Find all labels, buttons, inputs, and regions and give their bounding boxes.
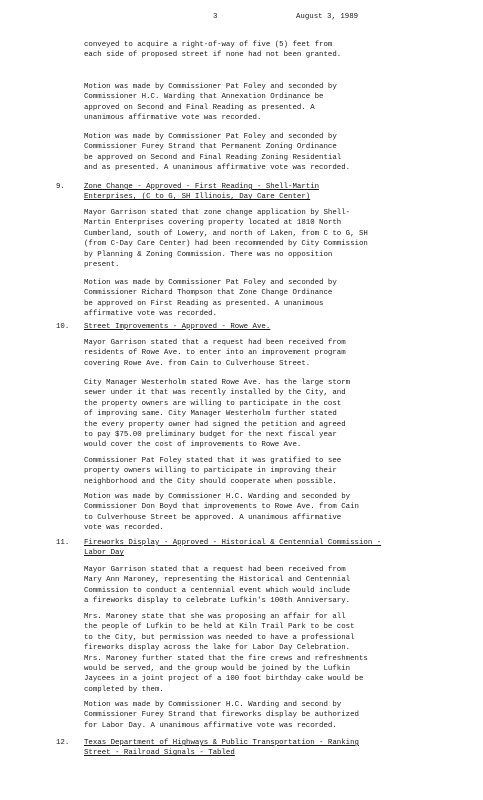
- page-number: 3: [213, 13, 218, 21]
- text-line: covering Rowe Ave. from Cain to Culverhouse Street.: [84, 359, 311, 368]
- text-line: Commissioner Pat Foley stated that it was gratified to see: [84, 457, 342, 465]
- text-line: Motion was made by Commissioner H.C. Warding and second by: [84, 701, 342, 709]
- text-line: property owners willing to participate in improving their: [84, 467, 337, 476]
- text-line: approved on Second and Final Reading as presented. A: [84, 103, 315, 112]
- text-line: residents of Rowe Ave. to enter into an improvement program: [84, 349, 346, 358]
- text-line: conveyed to acquire a right-of-way of five (5) feet from: [84, 41, 333, 49]
- text-line: fireworks display across the lake for Labor Day Celebration.: [84, 644, 351, 653]
- paragraph: [84, 612, 466, 695]
- item-heading: [84, 322, 476, 332]
- item-heading: [84, 538, 476, 559]
- item-heading: [84, 182, 476, 203]
- heading-line: Zone Change - Approved - First Reading - Shell-Martin: [84, 183, 320, 191]
- text-line: would cover the cost of improvements to Rowe Ave.: [84, 441, 302, 450]
- text-line: Commissioner Don Boyd that improvements to Rowe Ave. from Cain: [84, 503, 359, 512]
- text-line: present.: [84, 261, 120, 270]
- paragraph: [84, 132, 466, 174]
- paragraph: [84, 338, 466, 369]
- text-line: the people of Lufkin to be held at Kiln Trail Park to be cost: [84, 623, 355, 632]
- text-line: of improving same. City Manager Westerholm further stated: [84, 410, 337, 419]
- paragraph: [84, 492, 466, 534]
- paragraph: [84, 378, 466, 451]
- text-line: Motion was made by Commissioner Pat Foley and seconded by: [84, 133, 337, 141]
- text-line: Commissioner Furey Strand that Permanent Zoning Ordinance: [84, 143, 337, 152]
- text-line: Motion was made by Commissioner Pat Foley and seconded by: [84, 83, 337, 91]
- text-line: each side of proposed street if none had not been granted.: [84, 51, 342, 60]
- heading-line: Labor Day: [84, 549, 124, 558]
- heading-line: Enterprises, (C to G, SH Illinois, Day Care Center): [84, 193, 311, 202]
- heading-line: Fireworks Display - Approved - Historical & Centennial Commission -: [84, 539, 382, 547]
- paragraph: [84, 278, 466, 320]
- text-line: Mrs. Maroney state that she was proposing an affair for all: [84, 613, 346, 621]
- heading-line: Street - Railroad Signals - Tabled: [84, 749, 235, 758]
- text-line: Motion was made by Commissioner H.C. Warding and seconded by: [84, 493, 351, 501]
- text-line: to Culverhouse Street be approved. A unanimous affirmative: [84, 513, 342, 522]
- text-line: Mrs. Maroney further stated that the fire crews and refreshments: [84, 654, 368, 663]
- text-line: neighborhood and the City should cooperate when possible.: [84, 477, 337, 486]
- text-line: for Labor Day. A unanimous affirmative vote was recorded.: [84, 721, 337, 730]
- paragraph: [84, 565, 466, 607]
- text-line: the every property owner had signed the petition and agreed: [84, 420, 346, 429]
- text-line: Cumberland, south of Lowery, and north of Laken, from C to G, SH: [84, 229, 368, 238]
- text-line: Motion was made by Commissioner Pat Foley and seconded by: [84, 279, 337, 287]
- text-line: Jaycees in a joint project of a 100 foot birthday cake would be: [84, 675, 364, 684]
- text-line: to pay $75.00 preliminary budget for the next fiscal year: [84, 431, 337, 440]
- text-line: Mayor Garrison stated that a request had been received from: [84, 566, 346, 574]
- text-line: Commission to conduct a centennial event which would include: [84, 586, 351, 595]
- text-line: sewer under it that was recently installed by the City, and: [84, 389, 346, 398]
- text-line: City Manager Westerholm stated Rowe Ave. has the large storm: [84, 379, 351, 387]
- text-line: the property owners are willing to participate in the cost: [84, 399, 342, 408]
- item-number: 9.: [56, 183, 65, 191]
- item-heading: [84, 738, 476, 759]
- item-number: 12.: [56, 739, 70, 747]
- text-line: completed by them.: [84, 685, 164, 694]
- text-line: and as presented. A unanimous affirmative vote was recorded.: [84, 164, 351, 173]
- text-line: Mary Ann Maroney, representing the Historical and Centennial: [84, 576, 351, 585]
- text-line: to the City, but permission was needed to have a professional: [84, 633, 355, 642]
- text-line: vote was recorded.: [84, 524, 164, 533]
- text-line: be approved on Second and Final Reading Zoning Residential: [84, 153, 342, 162]
- text-line: be approved on First Reading as presented. A unanimous: [84, 299, 324, 308]
- text-line: Martin Enterprises covering property located at 1810 North: [84, 219, 342, 228]
- text-line: Mayor Garrison stated that zone change application by Shell-: [84, 209, 351, 217]
- text-line: unanimous affirmative vote was recorded.: [84, 114, 262, 123]
- page-date: August 3, 1989: [296, 13, 359, 21]
- paragraph: [84, 700, 466, 731]
- text-line: by Planning & Zoning Commission. There was no opposition: [84, 250, 333, 259]
- item-number: 10.: [56, 323, 70, 331]
- paragraph: [84, 456, 466, 487]
- text-line: Commissioner H.C. Warding that Annexation Ordinance be: [84, 93, 324, 102]
- paragraph: [84, 82, 466, 124]
- text-line: Commissioner Richard Thompson that Zone Change Ordinance: [84, 289, 333, 298]
- text-line: would be served, and the group would be joined by the Lufkin: [84, 665, 351, 674]
- text-line: Mayor Garrison stated that a request had been received from: [84, 339, 346, 347]
- text-line: Commissioner Furey Strand that fireworks display be authorized: [84, 711, 359, 720]
- paragraph: [84, 208, 466, 270]
- heading-line: Street Improvements - Approved - Rowe Ave.: [84, 323, 271, 331]
- item-number: 11.: [56, 539, 70, 547]
- text-line: a fireworks display to celebrate Lufkin's 100th Anniversary.: [84, 597, 351, 606]
- paragraph: [84, 40, 466, 61]
- heading-line: Texas Department of Highways & Public Transportation - Ranking: [84, 739, 359, 747]
- page-header: [0, 12, 483, 24]
- text-line: affirmative vote was recorded.: [84, 310, 218, 319]
- text-line: (from C-Day Care Center) had been recommended by City Commission: [84, 240, 368, 249]
